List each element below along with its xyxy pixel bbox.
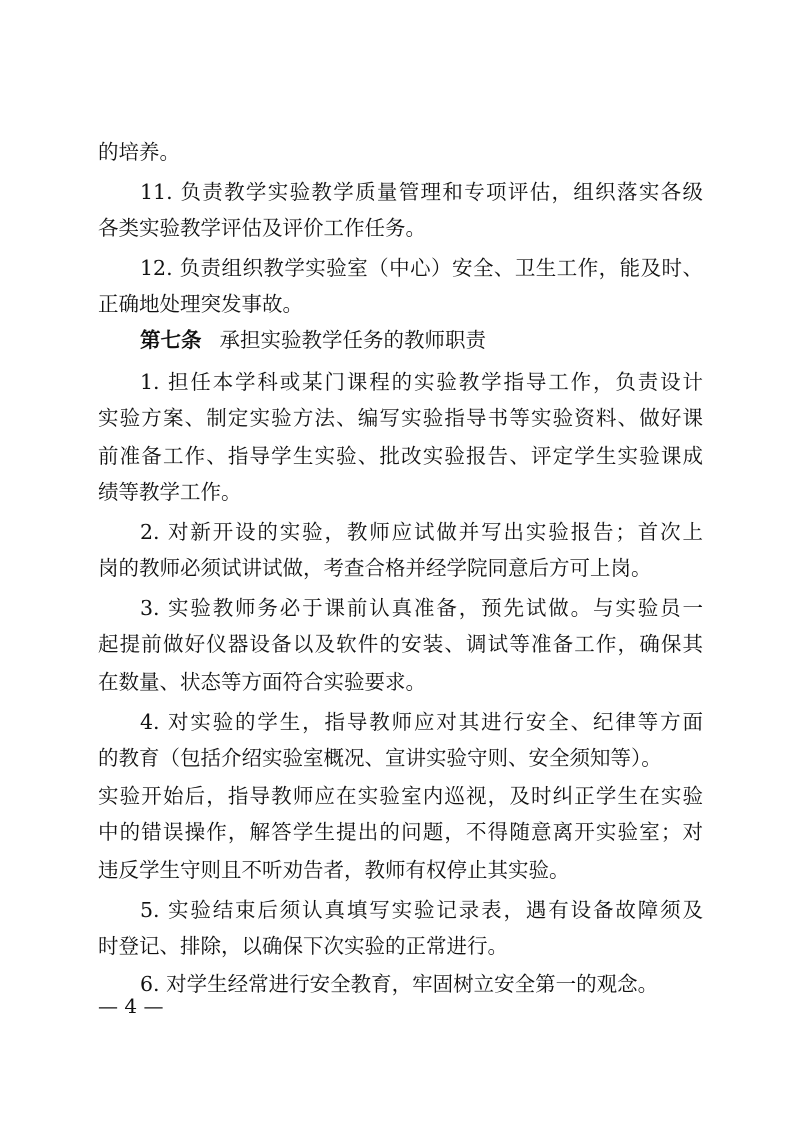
list-item-4-line: 4. 对实验的学生，指导教师应对其进行安全、纪律等方面 [140,710,703,734]
list-item-3-line: 3. 实验教师务必于课前认真准备，预先试做。与实验员一 [140,596,703,620]
list-item-1-line: 1. 担任本学科或某门课程的实验教学指导工作，负责设计 [140,370,703,394]
list-item-1-line: 绩等教学工作。 [98,480,242,504]
list-item-2-line: 2. 对新开设的实验，教师应试做并写出实验报告；首次上 [140,520,703,544]
list-item-4-line: 的教育（包括介绍实验室概况、宣讲实验守则、安全须知等）。 [98,746,662,770]
list-item-4-line: 实验开始后，指导教师应在实验室内巡视，及时纠正学生在实验 [98,784,703,808]
article-number: 第七条 [140,328,202,352]
list-item-3-line: 起提前做好仪器设备以及软件的安装、调试等准备工作，确保其 [98,632,703,656]
list-item-12-line: 12. 负责组织教学实验室（中心）安全、卫生工作，能及时、 [140,256,703,280]
list-item-2-line: 岗的教师必须试讲试做，考查合格并经学院同意后方可上岗。 [98,556,652,580]
list-item-3-line: 在数量、状态等方面符合实验要求。 [98,670,426,694]
list-item-4-line: 违反学生守则且不听劝告者，教师有权停止其实验。 [98,858,570,882]
list-item-11-line: 各类实验教学评估及评价工作任务。 [98,216,426,240]
list-item-1-line: 前准备工作、指导学生实验、批改实验报告、评定学生实验课成 [98,444,703,468]
page-number-footer: — 4 — [98,994,164,1018]
list-item-12-line: 正确地处理突发事故。 [98,292,303,316]
article-heading [140,328,703,352]
list-item-11-line: 11. 负责教学实验教学质量管理和专项评估，组织落实各级 [140,180,703,204]
list-item-4-line: 中的错误操作，解答学生提出的问题，不得随意离开实验室；对 [98,820,703,844]
article-title: 承担实验教学任务的教师职责 [219,328,486,352]
list-item-1-line: 实验方案、制定实验方法、编写实验指导书等实验资料、做好课 [98,406,703,430]
paragraph-line: 的培养。 [98,140,180,164]
list-item-6-line: 6. 对学生经常进行安全教育，牢固树立安全第一的观念。 [140,972,659,996]
list-item-5-line: 时登记、排除，以确保下次实验的正常进行。 [98,934,508,958]
list-item-5-line: 5. 实验结束后须认真填写实验记录表，遇有设备故障须及 [140,898,703,922]
